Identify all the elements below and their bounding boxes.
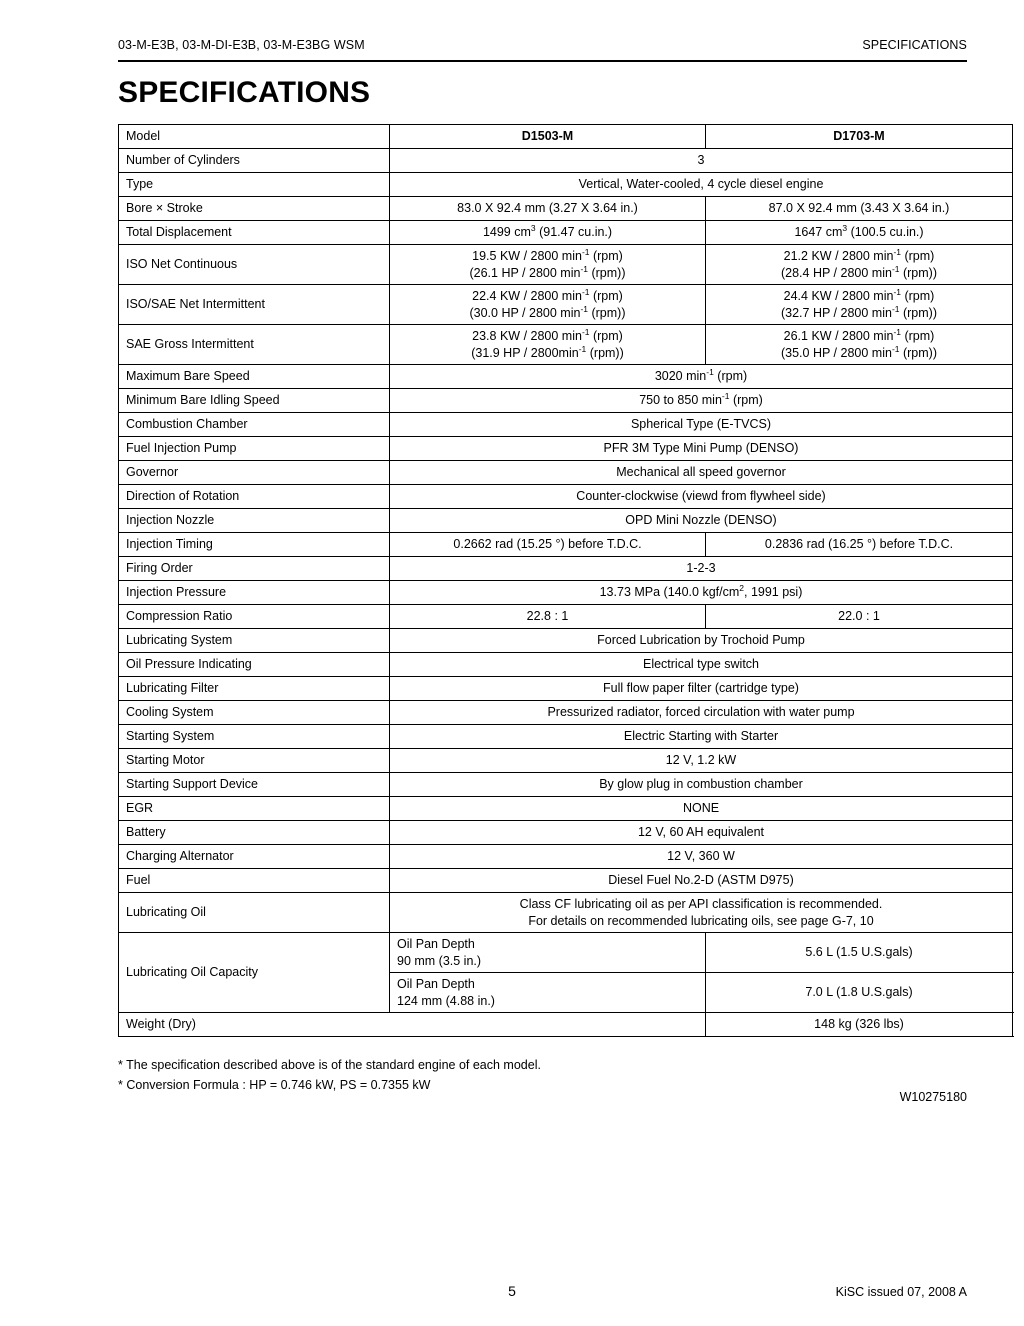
table-row-oil-capacity [119, 933, 1013, 973]
row-value-span: Pressurized radiator, forced circulation with water pump [390, 701, 1013, 725]
table-row [119, 245, 1013, 285]
row-value-span: Electrical type switch [390, 653, 1013, 677]
row-label: Lubricating Oil [119, 893, 390, 933]
row-label: Lubricating Filter [119, 677, 390, 701]
row-label: Starting System [119, 725, 390, 749]
row-value-span: 148 kg (326 lbs) [706, 1013, 1013, 1037]
row-label: Minimum Bare Idling Speed [119, 389, 390, 413]
issue-statement: KiSC issued 07, 2008 A [835, 1285, 967, 1299]
table-row [119, 629, 1013, 653]
page-number: 5 [508, 1283, 516, 1299]
specifications-table-body [119, 125, 1013, 1037]
row-value-d1703: 0.2836 rad (16.25 °) before T.D.C. [706, 533, 1013, 557]
table-row [119, 197, 1013, 221]
row-label: Type [119, 173, 390, 197]
row-label: Lubricating System [119, 629, 390, 653]
row-label: Maximum Bare Speed [119, 365, 390, 389]
table-row [119, 509, 1013, 533]
table-row [119, 821, 1013, 845]
row-label: Injection Timing [119, 533, 390, 557]
row-label: Combustion Chamber [119, 413, 390, 437]
row-value-span: By glow plug in combustion chamber [390, 773, 1013, 797]
table-row [119, 533, 1013, 557]
row-value-span: Forced Lubrication by Trochoid Pump [390, 629, 1013, 653]
row-label: Firing Order [119, 557, 390, 581]
row-value-span: Vertical, Water-cooled, 4 cycle diesel engine [390, 173, 1013, 197]
row-value-span: 750 to 850 $\min^{-1} (rpm)$ [390, 389, 1013, 413]
row-label: ISO Net Continuous [119, 245, 390, 285]
page-title: SPECIFICATIONS [118, 76, 371, 109]
table-row [119, 389, 1013, 413]
row-value-span: NONE [390, 797, 1013, 821]
row-value-span: 12 V, 1.2 kW [390, 749, 1013, 773]
row-label: Governor [119, 461, 390, 485]
row-label: Starting Motor [119, 749, 390, 773]
row-value-span: 1-2-3 [390, 557, 1013, 581]
table-row [119, 653, 1013, 677]
specifications-table [118, 124, 1013, 1037]
row-value-d1703: 21.2 KW / 2800 $\min^{-1} (rpm)$ (28.4 HP / 2800 $\min^{-1} (rpm)$) [706, 245, 1013, 285]
table-row [119, 581, 1013, 605]
row-value-d1703: 87.0 X 92.4 mm (3.43 X 3.64 in.) [706, 197, 1013, 221]
row-label-oil-capacity: Lubricating Oil Capacity [119, 933, 390, 1013]
table-row [119, 869, 1013, 893]
row-label: Cooling System [119, 701, 390, 725]
row-value-span: 12 V, 360 W [390, 845, 1013, 869]
footnote-1: * The specification described above is of the standard engine of each model. [118, 1058, 541, 1072]
row-value-d1703: 26.1 KW / 2800 $\min^{-1} (rpm)$ (35.0 HP / 2800 $\min^{-1} (rpm)$) [706, 325, 1013, 365]
table-row [119, 773, 1013, 797]
row-label: Direction of Rotation [119, 485, 390, 509]
table-row [119, 149, 1013, 173]
table-row [119, 485, 1013, 509]
table-row [119, 797, 1013, 821]
row-label: Compression Ratio [119, 605, 390, 629]
row-label: SAE Gross Intermittent [119, 325, 390, 365]
footnote-2: * Conversion Formula : HP = 0.746 kW, PS = 0.7355 kW [118, 1077, 431, 1092]
table-row-model [119, 125, 1013, 149]
oil-pan-depth-label: Oil Pan Depth 90 mm (3.5 in.) [390, 933, 706, 973]
row-value-d1703: 22.0 : 1 [706, 605, 1013, 629]
table-row [119, 677, 1013, 701]
row-label: ISO/SAE Net Intermittent [119, 285, 390, 325]
table-row [119, 413, 1013, 437]
row-value-d1703: 1647 $cm^3$ (100.5 cu.in.) [706, 221, 1013, 245]
row-value-span: Counter-clockwise (viewd from flywheel side) [390, 485, 1013, 509]
table-row [119, 725, 1013, 749]
row-value-span: OPD Mini Nozzle (DENSO) [390, 509, 1013, 533]
row-value-d1503: 1499 $cm^3$ (91.47 cu.in.) [390, 221, 706, 245]
oil-capacity-value: 7.0 L (1.8 U.S.gals) [706, 973, 1013, 1013]
row-value-span: Full flow paper filter (cartridge type) [390, 677, 1013, 701]
drawing-code: W10275180 [899, 1090, 967, 1104]
row-label: Total Displacement [119, 221, 390, 245]
row-label: Weight (Dry) [119, 1013, 706, 1037]
row-value-span: 13.73 MPa (140.0 kgf/$cm^2$, 1991 psi) [390, 581, 1013, 605]
row-value-span: 3 [390, 149, 1013, 173]
row-label: Injection Pressure [119, 581, 390, 605]
row-label: Model [119, 125, 390, 149]
row-value-d1503: 23.8 KW / 2800 $\min^{-1} (rpm)$ (31.9 HP / $2800\min^{-1}$ (rpm)) [390, 325, 706, 365]
table-row [119, 605, 1013, 629]
row-value-span: Spherical Type (E-TVCS) [390, 413, 1013, 437]
table-row [119, 557, 1013, 581]
row-value-span: PFR 3M Type Mini Pump (DENSO) [390, 437, 1013, 461]
row-value-span: 12 V, 60 AH equivalent [390, 821, 1013, 845]
row-label: EGR [119, 797, 390, 821]
running-header [118, 38, 967, 52]
table-row [119, 365, 1013, 389]
row-value-d1503: 19.5 KW / 2800 $\min^{-1} (rpm)$ (26.1 HP / 2800 $\min^{-1} (rpm)$) [390, 245, 706, 285]
row-label: Fuel [119, 869, 390, 893]
table-row [119, 749, 1013, 773]
header-rule [118, 60, 967, 62]
table-row [119, 325, 1013, 365]
row-value-d1503: 83.0 X 92.4 mm (3.27 X 3.64 in.) [390, 197, 706, 221]
row-value-span: 3020 $\min^{-1} (rpm)$ [390, 365, 1013, 389]
row-label: Charging Alternator [119, 845, 390, 869]
row-label: Fuel Injection Pump [119, 437, 390, 461]
row-label: Bore × Stroke [119, 197, 390, 221]
oil-pan-depth-label: Oil Pan Depth 124 mm (4.88 in.) [390, 973, 706, 1013]
table-row [119, 893, 1013, 933]
running-header-left: 03-M-E3B, 03-M-DI-E3B, 03-M-E3BG WSM [118, 38, 365, 52]
row-value-d1703: 24.4 KW / 2800 $\min^{-1} (rpm)$ (32.7 HP / 2800 $\min^{-1} (rpm)$) [706, 285, 1013, 325]
row-value-d1503: 22.8 : 1 [390, 605, 706, 629]
footnotes [118, 1056, 967, 1096]
row-label: Battery [119, 821, 390, 845]
row-label: Injection Nozzle [119, 509, 390, 533]
model-d1503: D1503-M [390, 125, 706, 149]
row-label: Starting Support Device [119, 773, 390, 797]
table-row [119, 173, 1013, 197]
table-row [119, 461, 1013, 485]
table-row [119, 437, 1013, 461]
oil-capacity-value: 5.6 L (1.5 U.S.gals) [706, 933, 1013, 973]
row-value-span: Mechanical all speed governor [390, 461, 1013, 485]
table-row [119, 845, 1013, 869]
row-label: Oil Pressure Indicating [119, 653, 390, 677]
row-label: Number of Cylinders [119, 149, 390, 173]
row-value-d1503: 0.2662 rad (15.25 °) before T.D.C. [390, 533, 706, 557]
row-value-span: Diesel Fuel No.2-D (ASTM D975) [390, 869, 1013, 893]
table-row [119, 221, 1013, 245]
row-value-span: Electric Starting with Starter [390, 725, 1013, 749]
table-row [119, 701, 1013, 725]
row-value-d1503: 22.4 KW / 2800 $\min^{-1} (rpm)$ (30.0 HP / 2800 $\min^{-1} (rpm)$) [390, 285, 706, 325]
table-row-weight [119, 1013, 1013, 1037]
table-row [119, 285, 1013, 325]
running-header-right: SPECIFICATIONS [862, 38, 967, 52]
model-d1703: D1703-M [706, 125, 1013, 149]
row-value-span: Class CF lubricating oil as per API classification is recommended. For details on recommended lubricating oils, see page G-7, 10 [390, 893, 1013, 933]
